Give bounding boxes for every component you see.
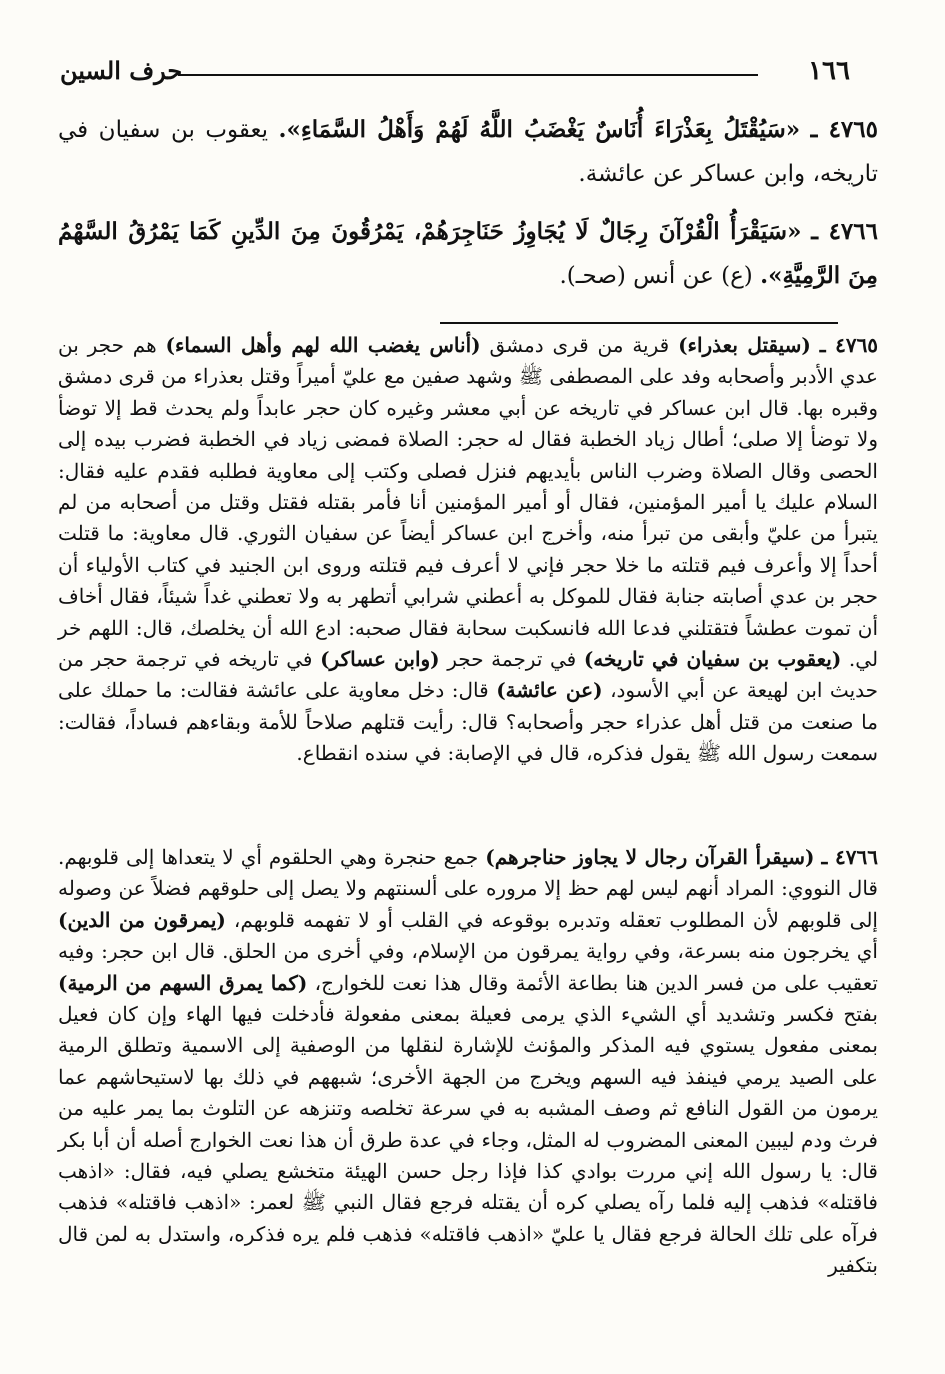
hadith-source: (ع) عن أنس (صحـ). xyxy=(559,263,753,289)
footnote-separator xyxy=(440,322,838,324)
hadith-4766 xyxy=(58,210,878,298)
note-lemma: (عن عائشة) xyxy=(496,678,603,703)
running-title: حرف السين xyxy=(60,56,183,85)
note-text: جمع حنجرة وهي الحلقوم أي لا يتعداها إلى قلوبهم. قال النووي: المراد أنهم ليس لهم حظ إلا مروره على ألسنتهم ولا يصل إلى حلوقهم فضلاً عن وصوله إلى قلوبهم لأن المطلوب تعقله وتدبره بوقوعه في القلب أو لا تفهمه قلوبهم، xyxy=(58,845,878,932)
hadith-number: ٤٧٦٦ ـ xyxy=(811,218,878,245)
note-text: قرية من قرى دمشق xyxy=(489,333,670,357)
hadith-4765 xyxy=(58,108,878,196)
commentary-4765 xyxy=(58,330,878,770)
note-lemma: (يعقوب بن سفيان في تاريخه) xyxy=(583,647,842,672)
note-text: بفتح فكسر وتشديد أي الشيء الذي يرمى فعيلة بمعنى مفعولة فأدخلت فيها الهاء وإن كان فعيل بمعنى مفعول يستوي فيه المذكر والمؤنث للإشارة لنقلها من الوصفية إلى الاسمية وتطلق الرمية على الصيد يرمي فينفذ فيه السهم ويخرج من الجهة الأخرى؛ شبههم في ذلك بها لاستيحاشهم عما يرمون من القول النافع ثم وصف المشبه به في سرعة تخلصه وتنزهه عن التلوث بما يمر عليه من فرث ودم ليبين المعنى المضروب له المثل، وجاء في عدة طرق أن هذا نعت الخوارج أصله أن أبا بكر قال: يا رسول الله إني مررت بوادي كذا فإذا رجل حسن الهيئة متخشع يصلي فيه، فقال: «اذهب فاقتله» فذهب إليه فلما رآه يصلي كره أن يقتله فرجع فقال النبي ﷺ لعمر: «اذهب فاقتله» فذهب فرآه على تلك الحالة فرجع فقال يا عليّ «اذهب فاقتله» فذهب فلم يره فذكره، واستدل به لمن قال بتكفير xyxy=(58,1002,878,1278)
note-number: ٤٧٦٥ ـ xyxy=(819,333,879,357)
note-lemma: (يمرقون من الدين) xyxy=(58,907,226,932)
commentary-4766 xyxy=(58,842,878,1282)
hadith-source: يعقوب بن سفيان في تاريخه، وابن عساكر عن عائشة. xyxy=(58,117,878,187)
hadith-text: «سَيَقْرَأُ الْقُرْآنَ رِجَالٌ لَا يُجَاوِزُ حَنَاجِرَهُمْ، يَمْرُقُونَ مِنَ الدِّينِ كَمَا يَمْرُقُ السَّهْمُ مِنَ الرَّمِيَّةِ». xyxy=(58,218,878,289)
page-number: ١٦٦ xyxy=(808,56,850,86)
note-lemma: (وابن عساكر) xyxy=(320,647,440,672)
note-text: في ترجمة حجر xyxy=(447,647,577,672)
note-number: ٤٧٦٦ ـ xyxy=(821,845,878,869)
hadith-number: ٤٧٦٥ ـ xyxy=(810,116,878,143)
note-lemma: (كما يمرق السهم من الرمية) xyxy=(58,970,308,995)
note-text: قال: دخل معاوية على عائشة فقالت: ما حملك على ما صنعت من قتل أهل عذراء حجر وأصحابه؟ قال: رأيت قتلهم صلاحاً للأمة وبقاءهم فساداً، فقالت: سمعت رسول الله ﷺ يقول فذكره، قال في الإصابة: في سنده انقطاع. xyxy=(58,678,878,766)
hadith-text: «سَيُقْتَلُ بِعَذْرَاءَ أُنَاسٌ يَغْضَبُ اللَّهُ لَهُمْ وَأَهْلُ السَّمَاءِ». xyxy=(278,116,801,143)
note-text: أي يخرجون منه بسرعة، وفي رواية يمرقون من الإسلام، وفي أخرى من الحلق. قال ابن حجر: وفيه تعقيب على من فسر الدين هنا بطاعة الأئمة وقال هذا نعت للخوارج، xyxy=(58,939,878,995)
note-text: في تاريخه في ترجمة حجر من حديث ابن لهيعة عن أبي الأسود، xyxy=(58,647,879,703)
note-lemma: (أناس يغضب الله لهم وأهل السماء) xyxy=(165,333,481,357)
page-header xyxy=(60,52,850,92)
note-text: هم حجر بن عدي الأدبر وأصحابه وفد على المصطفى ﷺ وشهد صفين مع عليّ أميراً وقتل بعذراء من قرى دمشق وقبره بها. قال ابن عساكر في تاريخه عن أبي معشر وغيره كان حجر عابداً ولم يحدث قط إلا توضأ ولا توضأ إلا صلى؛ أطال زياد الخطبة فقال له حجر: الصلاة فمضى زياد في الخطبة فضرب بيده إلى الحصى وقال الصلاة وضرب الناس بأيديهم فنزل فصلى وكتب إلى معاوية فطلبه فقدم عليه فقال: السلام عليك يا أمير المؤمنين، فقال أو أمير المؤمنين أنا فأمر بقتله فقتل وقتل من أصحابه من لم يتبرأ من عليّ وأبقى من تبرأ منه، وأخرج ابن عساكر أيضاً عن سفيان الثوري. قال معاوية: ما قتلت أحداً إلا وأعرف فيم قتلته ما خلا حجر فإني لا أعرف فيم قتلته وروى ابن الجنيد في كتاب الأولياء أن حجر بن عدي أصابته جنابة فقال للموكل به أعطني شرابي أتطهر به ولا تعطني غداً شيئاً، فقال أخاف أن تموت عطشاً فتقتلني فدعا الله فانسكبت سحابة فقال صحبه: ادع الله أن يخلصك، قال: اللهم خر لي. xyxy=(58,333,879,672)
header-rule xyxy=(178,74,758,76)
note-lemma: (سيقتل بعذراء) xyxy=(678,333,811,357)
note-lemma: (سيقرأ القرآن رجال لا يجاوز حناجرهم) xyxy=(485,845,815,869)
